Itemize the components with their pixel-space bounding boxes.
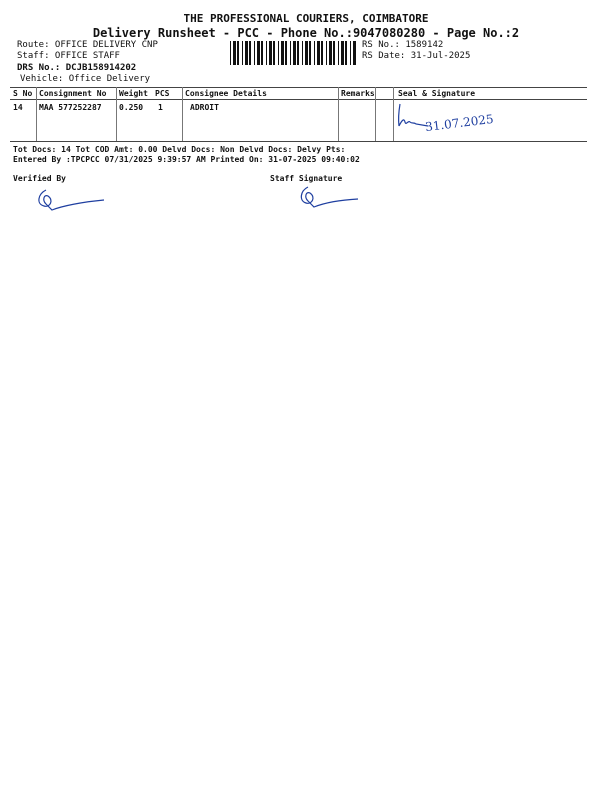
barcode-bar xyxy=(269,41,272,65)
barcode-bar xyxy=(314,41,315,65)
rs-number: RS No.: 1589142 xyxy=(362,40,444,50)
barcode-bar xyxy=(257,41,260,65)
column-header-pcs: PCS xyxy=(155,89,170,98)
barcode-bar xyxy=(293,41,296,65)
barcode-bar xyxy=(302,41,303,65)
cell-consignment: MAA 577252287 xyxy=(39,103,102,112)
column-divider xyxy=(36,87,37,141)
barcode-bar xyxy=(233,41,236,65)
cell-sno: 14 xyxy=(13,103,23,112)
barcode-bar xyxy=(242,41,243,65)
verified-by-signature xyxy=(32,186,112,216)
column-divider xyxy=(116,87,117,141)
barcode-bar xyxy=(309,41,311,65)
barcode-bar xyxy=(353,41,356,65)
column-header-seal: Seal & Signature xyxy=(398,89,476,98)
handwritten-date: 31.07.2025 xyxy=(424,111,495,135)
barcode-bar xyxy=(254,41,255,65)
route-text: Route: OFFICE DELIVERY CNP xyxy=(17,40,158,50)
barcode-bar xyxy=(230,41,231,65)
barcode-bar xyxy=(326,41,327,65)
barcode-bar xyxy=(350,41,351,65)
barcode-bar xyxy=(333,41,335,65)
barcode-bar xyxy=(341,41,344,65)
barcode-bar xyxy=(290,41,291,65)
totals-line: Tot Docs: 14 Tot COD Amt: 0.00 Delvd Docs: Non Delvd Docs: Delvy Pts: xyxy=(13,145,346,154)
barcode-bar xyxy=(273,41,275,65)
column-divider xyxy=(338,87,339,141)
barcode xyxy=(230,41,356,65)
table-bottom-border xyxy=(10,141,587,142)
column-divider xyxy=(375,87,376,141)
table-header-border xyxy=(10,99,587,100)
column-header-sno: S No xyxy=(13,89,33,98)
staff-text: Staff: OFFICE STAFF xyxy=(17,51,120,61)
barcode-bar xyxy=(278,41,279,65)
column-header-weight: Weight xyxy=(119,89,148,98)
barcode-bar xyxy=(261,41,263,65)
vehicle-text: Vehicle: Office Delivery xyxy=(20,74,151,84)
cell-consignee: ADROIT xyxy=(190,103,219,112)
staff-signature-label: Staff Signature xyxy=(270,174,343,183)
barcode-bar xyxy=(329,41,332,65)
barcode-bar xyxy=(245,41,248,65)
barcode-bar xyxy=(281,41,284,65)
staff-signature-mark xyxy=(296,183,366,213)
column-divider xyxy=(182,87,183,141)
table-top-border xyxy=(10,87,587,88)
barcode-bar xyxy=(297,41,299,65)
barcode-bar xyxy=(266,41,267,65)
barcode-bar xyxy=(317,41,320,65)
column-header-consignee: Consignee Details xyxy=(185,89,267,98)
barcode-bar xyxy=(321,41,323,65)
rs-date: RS Date: 31-Jul-2025 xyxy=(362,51,471,61)
barcode-bar xyxy=(237,41,239,65)
barcode-bar xyxy=(249,41,251,65)
page-subtitle: Delivery Runsheet - PCC - Phone No.:9047080280 - Page No.:2 xyxy=(92,26,520,40)
column-header-remarks: Remarks xyxy=(341,89,375,98)
page-title: THE PROFESSIONAL COURIERS, COIMBATORE xyxy=(183,12,429,25)
barcode-bar xyxy=(285,41,287,65)
cell-pcs: 1 xyxy=(158,103,163,112)
barcode-bar xyxy=(338,41,339,65)
cell-weight: 0.250 xyxy=(119,103,144,112)
verified-by-label: Verified By xyxy=(13,174,66,183)
barcode-bar xyxy=(305,41,308,65)
column-header-consignment: Consignment No xyxy=(39,89,107,98)
drs-number: DRS No.: DCJB158914202 xyxy=(17,63,137,73)
barcode-bar xyxy=(345,41,347,65)
entered-by-line: Entered By :TPCPCC 07/31/2025 9:39:57 AM Printed On: 31-07-2025 09:40:02 xyxy=(13,155,360,164)
